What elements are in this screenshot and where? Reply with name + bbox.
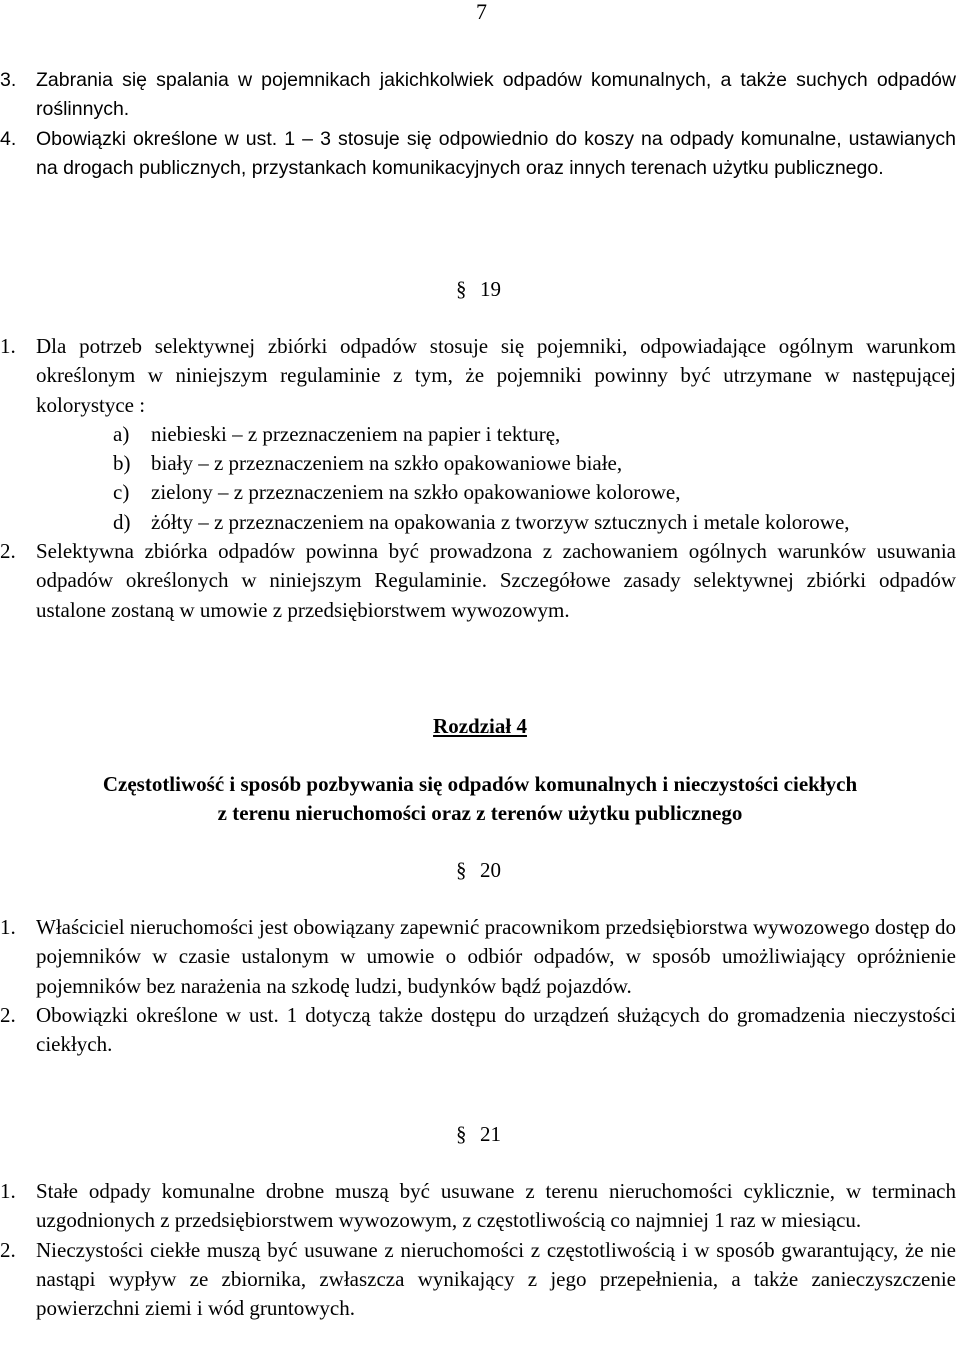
sub-item-label: d) (113, 509, 131, 534)
sub-item (0, 508, 956, 537)
section-number: 21 (480, 1122, 501, 1146)
item-text: Dla potrzeb selektywnej zbiórki odpadów stosuje się pojemniki, odpowiadające ogólnym warunkom określonym w niniejszym regulaminie z tym, że pojemniki powinny być utrzymane w następującej kolorystyce : (36, 334, 956, 417)
list-item (0, 537, 956, 625)
item-number: 3. (0, 69, 17, 91)
item-number: 2. (0, 1002, 16, 1027)
sub-item-text: żółty – z przeznaczeniem na opakowania z tworzyw sztucznych i metale kolorowe, (151, 509, 850, 534)
sub-item (0, 420, 956, 449)
list-item (0, 1001, 956, 1060)
section-19-body (0, 332, 956, 625)
chapter-title-line-2: z terenu nieruchomości oraz z terenów użytku publicznego (217, 801, 743, 825)
item-number: 1. (0, 1179, 16, 1203)
item-number: 2. (0, 1237, 16, 1262)
section-symbol: § (456, 277, 467, 301)
section-number: 20 (480, 858, 501, 882)
sub-item-label: c) (113, 480, 130, 505)
list-item (0, 125, 956, 184)
list-item (0, 1236, 956, 1324)
section-number: 19 (480, 277, 501, 301)
sub-item (0, 449, 956, 478)
item-number: 2. (0, 539, 16, 564)
chapter-label (0, 711, 960, 741)
list-item (0, 1177, 956, 1236)
section-symbol: § (456, 1122, 467, 1146)
page-number: 7 (476, 0, 487, 24)
top-items (0, 66, 956, 183)
section-symbol: § (456, 858, 467, 882)
item-number: 1. (0, 915, 16, 939)
sub-item-text: zielony – z przeznaczeniem na szkło opakowaniowe kolorowe, (151, 480, 681, 505)
list-item (0, 913, 956, 1001)
item-number: 1. (0, 334, 16, 358)
chapter-title-line-1: Częstotliwość i sposób pozbywania się odpadów komunalnych i nieczystości ciekłych (102, 772, 858, 796)
item-text: Właściciel nieruchomości jest obowiązany zapewnić pracownikom przedsiębiorstwa wywozowego dostęp do pojemników w czasie ustalonym w umowie o odbiór odpadów, w sposób umożliwiający opróżnienie pojemników bez narażenia na szkodę ludzi, budynków bądź pojazdów. (36, 915, 956, 998)
section-21-body (0, 1177, 956, 1323)
list-item (0, 332, 956, 420)
item-number: 4. (0, 127, 17, 150)
section-20-body (0, 913, 956, 1059)
item-text: Obowiązki określone w ust. 1 dotyczą także dostępu do urządzeń służących do gromadzenia nieczystości ciekłych. (36, 1002, 956, 1057)
item-text: Zabrania się spalania w pojemnikach jakichkolwiek odpadów komunalnych, a także suchych odpadów roślinnych. (36, 69, 956, 121)
sub-item-text: niebieski – z przeznaczeniem na papier i tekturę, (151, 421, 561, 446)
item-text: Selektywna zbiórka odpadów powinna być prowadzona z zachowaniem ogólnych warunków usuwania odpadów określonych w niniejszym Regulaminie. Szczegółowe zasady selektywnej zbiórki odpadów ustalone zostaną w umowie z przedsiębiorstwem wywozowym. (36, 539, 956, 622)
item-text: Stałe odpady komunalne drobne muszą być usuwane z terenu nieruchomości cyklicznie, w terminach uzgodnionych z przedsiębiorstwem wywozowym, z częstotliwością co najmniej 1 raz w miesiącu. (36, 1179, 956, 1233)
sub-item-label: a) (113, 421, 130, 446)
sub-item-label: b) (113, 451, 131, 476)
list-item (0, 66, 956, 125)
item-text: Nieczystości ciekłe muszą być usuwane z nieruchomości z częstotliwością i w sposób gwarantujący, że nie nastąpi wypływ ze zbiornika, zwłaszcza wynikający z jego przepełnienia, a także zanieczyszczenie powierzchni ziemi i wód gruntowych. (36, 1237, 956, 1321)
sub-item (0, 478, 956, 507)
item-text: Obowiązki określone w ust. 1 – 3 stosuje się odpowiednio do koszy na odpady komunalne, ustawianych na drogach publicznych, przystankach komunikacyjnych oraz innych terenach użytku publicznego. (36, 127, 956, 179)
chapter-label-text: Rozdział 4 (433, 714, 527, 738)
sub-item-text: biały – z przeznaczeniem na szkło opakowaniowe białe, (151, 451, 623, 476)
